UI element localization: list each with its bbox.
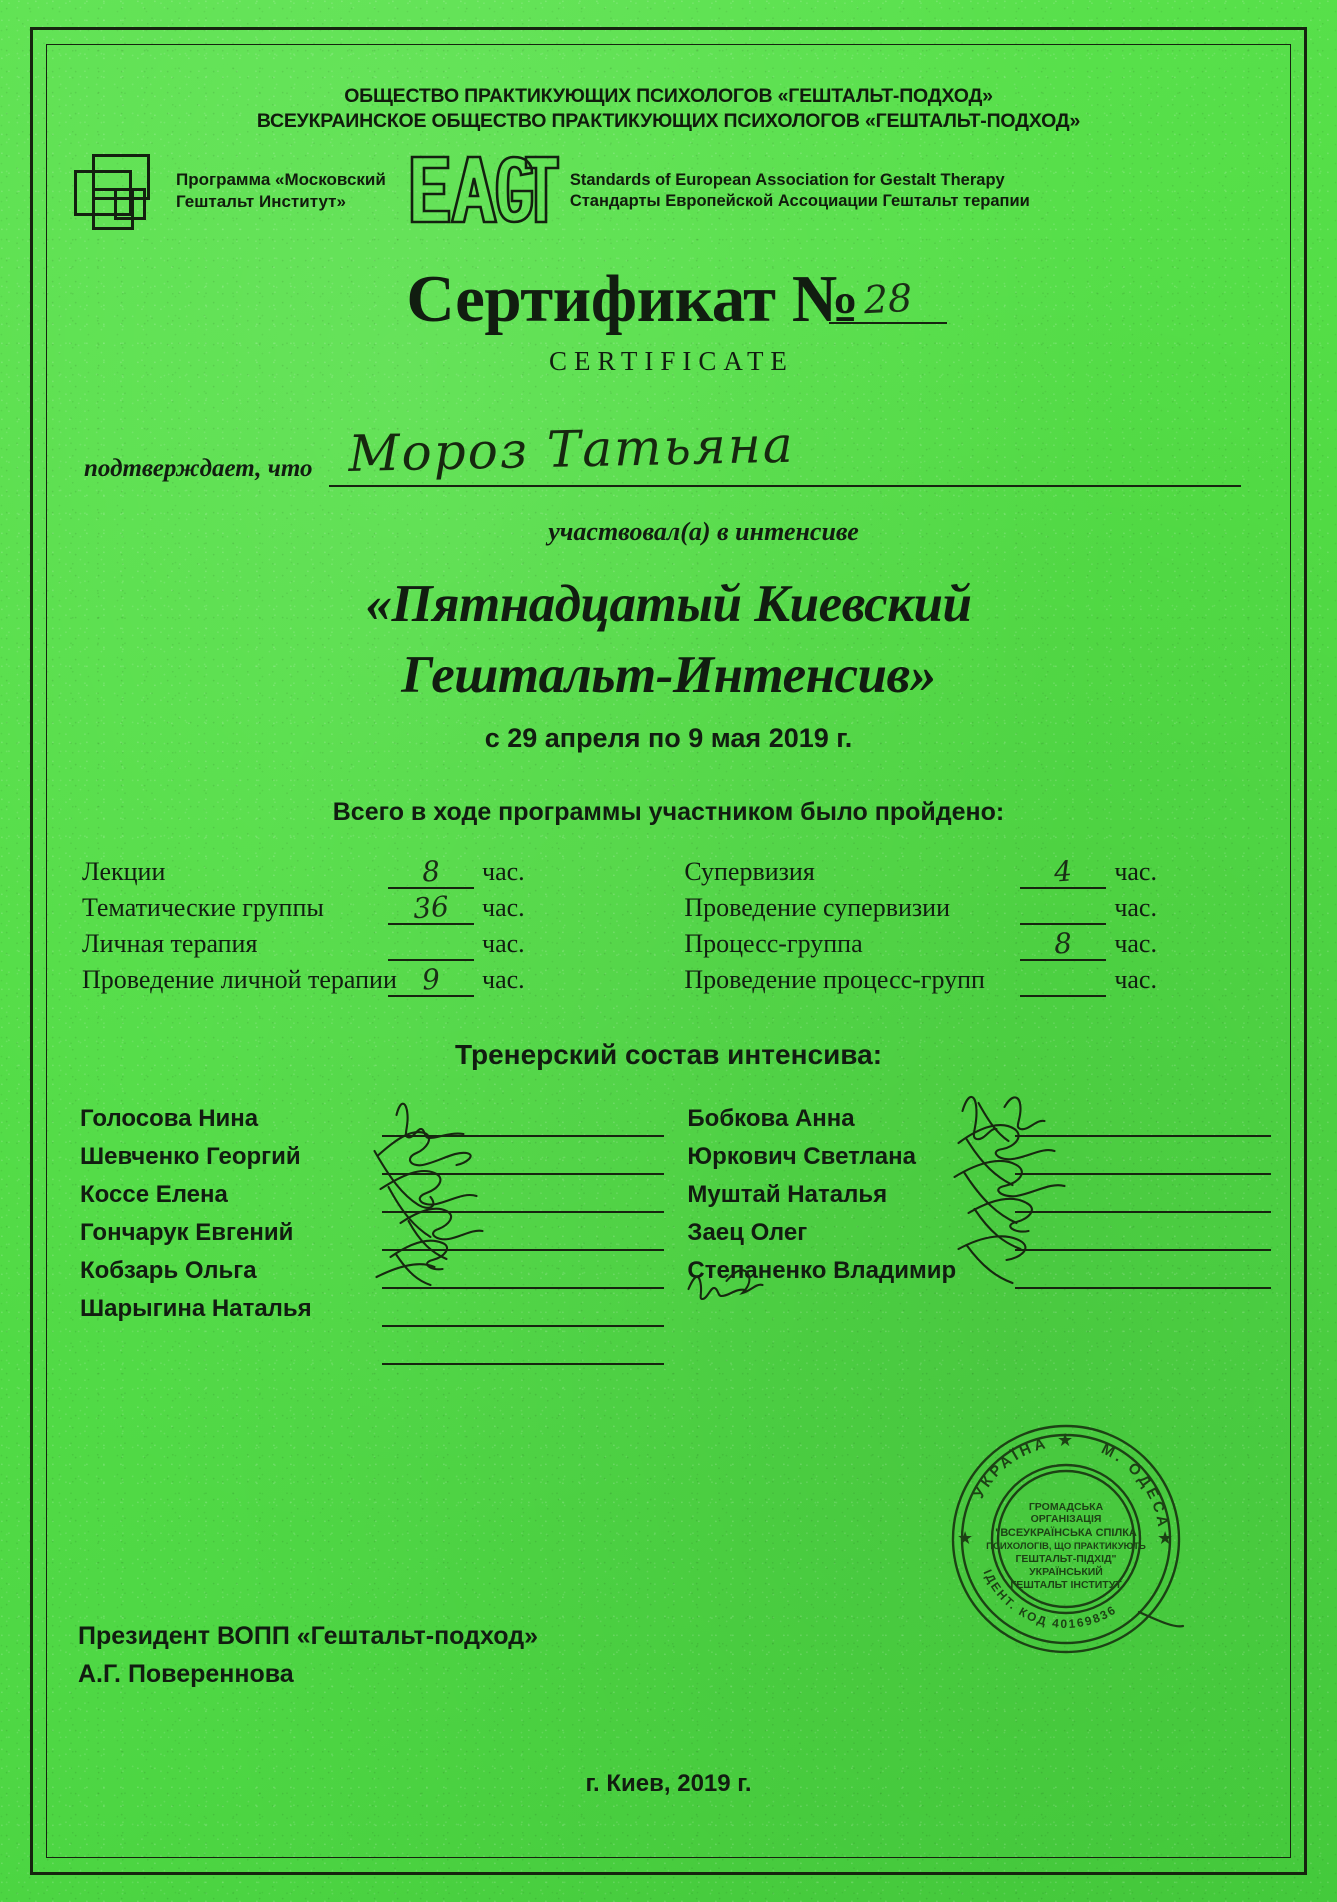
recipient-row xyxy=(60,415,1277,487)
stamp-inner-line-6: УКРАЇНСЬКИЙ xyxy=(1029,1566,1103,1578)
hours-unit: час. xyxy=(482,892,525,922)
trainer-signature-line xyxy=(382,1103,664,1137)
hours-row xyxy=(684,889,1263,925)
trainer-signature-line xyxy=(382,1331,664,1365)
city-year: г. Киев, 2019 г. xyxy=(585,1770,752,1797)
stamp-inner-line-5: ГЕШТАЛЬТ-ПІДХІД" xyxy=(1015,1553,1117,1565)
stamp-inner-line-7: ГЕШТАЛЬТ ІНСТИТУТ xyxy=(1010,1579,1122,1591)
hours-row xyxy=(82,925,661,961)
hours-value xyxy=(388,955,474,961)
hours-unit: час. xyxy=(1114,892,1157,922)
hours-unit: час. xyxy=(1114,928,1157,958)
hours-label: Процесс-группа xyxy=(684,928,863,958)
stamp-inner-line-2: ОРГАНІЗАЦІЯ xyxy=(1030,1513,1102,1525)
hours-unit: час. xyxy=(482,964,525,994)
intensive-title-line-2: Гештальт-Интенсив» xyxy=(401,645,936,704)
hours-label: Проведение личной терапии xyxy=(82,964,397,994)
stamp-inner-line-4: ПСИХОЛОГІВ, ЩО ПРАКТИКУЮТЬ xyxy=(986,1541,1146,1552)
stamp-star-right: ★ xyxy=(1157,1528,1174,1548)
certificate-number-field xyxy=(829,275,947,324)
hours-value-field xyxy=(388,962,474,997)
trainer-row xyxy=(687,1213,1271,1251)
president-block xyxy=(78,1617,538,1695)
trainer-name: Муштай Наталья xyxy=(687,1180,888,1208)
trainer-name: Бобкова Анна xyxy=(687,1104,855,1132)
trainer-name: Голосова Нина xyxy=(80,1104,259,1132)
trainers-list xyxy=(60,1099,1277,1365)
stamp-inner-line-1: ГРОМАДСЬКА xyxy=(1028,1501,1104,1513)
trainer-name: Кобзарь Ольга xyxy=(80,1256,257,1284)
president-line-2: А.Г. Повереннова xyxy=(78,1660,294,1689)
hours-table xyxy=(60,853,1277,997)
trainer-name: Заец Олег xyxy=(687,1218,808,1246)
hours-value-field xyxy=(1020,926,1106,961)
trainer-name: Степаненко Владимир xyxy=(687,1256,957,1284)
trainer-row xyxy=(80,1213,664,1251)
hours-label: Тематические группы xyxy=(82,892,324,922)
logos-row xyxy=(60,151,1277,232)
hours-value: 8 xyxy=(420,854,442,889)
stamp-star-left: ★ xyxy=(957,1528,974,1548)
hours-row xyxy=(684,961,1263,997)
hours-unit: час. xyxy=(482,856,525,886)
organization-line-1: ОБЩЕСТВО ПРАКТИКУЮЩИХ ПСИХОЛОГОВ «ГЕШТАЛЬТ-ПОДХОД» xyxy=(344,85,993,107)
hours-label: Проведение процесс-групп xyxy=(684,964,985,994)
trainer-signature-line xyxy=(382,1255,664,1289)
trainer-name: Гончарук Евгений xyxy=(80,1218,294,1246)
trainer-name: Юркович Светлана xyxy=(687,1142,916,1170)
trainer-row xyxy=(687,1251,1271,1289)
hours-column-left xyxy=(82,853,661,997)
stamp-inner-line-3: "ВСЕУКРАЇНСЬКА СПІЛКА xyxy=(995,1527,1137,1539)
page-title: Сертификат № xyxy=(406,261,859,336)
confirm-label: подтверждает, что xyxy=(84,454,313,482)
eagt-standards-text xyxy=(570,170,1030,213)
organization-header xyxy=(60,84,1277,135)
hours-value xyxy=(1020,919,1106,925)
trainer-name: Коссе Елена xyxy=(80,1180,228,1208)
hours-row xyxy=(684,925,1263,961)
official-round-stamp xyxy=(943,1416,1189,1662)
hours-row xyxy=(82,853,661,889)
hours-value xyxy=(1020,991,1106,997)
intensive-dates: с 29 апреля по 9 мая 2019 г. xyxy=(484,722,853,753)
trainer-row xyxy=(80,1289,664,1327)
trainer-signature-line xyxy=(1015,1179,1271,1213)
trainer-row xyxy=(80,1099,664,1137)
hours-value-field xyxy=(388,889,474,925)
stamp-outer-bottom: М. ОДЕСА xyxy=(1098,1440,1172,1532)
trainer-row xyxy=(80,1175,664,1213)
trainers-column-right xyxy=(687,1099,1271,1365)
stamp-code: ІДЕНТ. КОД 40169836 xyxy=(980,1567,1120,1632)
trainer-signature-line xyxy=(382,1293,664,1327)
certificate-content xyxy=(60,58,1277,1844)
hours-value: 36 xyxy=(412,889,450,925)
recipient-name-value: Мороз Татьяна xyxy=(347,415,795,483)
hours-column-right xyxy=(684,853,1263,997)
trainer-signature-line xyxy=(1015,1141,1271,1175)
hours-value-field xyxy=(1020,965,1106,997)
eagt-logo-icon xyxy=(408,151,560,232)
trainer-row xyxy=(687,1175,1271,1213)
hours-heading: Всего в ходе программы участником было пройдено: xyxy=(332,797,1005,826)
eagt-standards-ru: Стандарты Европейской Ассоциации Гештальт терапии xyxy=(569,192,1030,211)
hours-value-field xyxy=(1020,893,1106,925)
president-line-1: Президент ВОПП «Гештальт-подход» xyxy=(78,1621,538,1650)
trainer-signature-line xyxy=(1015,1103,1271,1137)
intensive-title xyxy=(60,569,1277,711)
hours-value-field xyxy=(1020,854,1106,889)
hours-label: Проведение супервизии xyxy=(684,892,950,922)
mgi-program-line-1: Программа «Московский xyxy=(176,170,386,190)
participated-label: участвовал(а) в интенсиве xyxy=(548,516,859,546)
hours-value: 8 xyxy=(1053,926,1074,961)
hours-unit: час. xyxy=(1114,964,1157,994)
hours-value: 9 xyxy=(420,962,442,997)
intensive-title-line-1: «Пятнадцатый Киевский xyxy=(365,574,972,633)
hours-label: Личная терапия xyxy=(82,928,258,958)
trainer-name: Шарыгина Наталья xyxy=(80,1294,312,1322)
hours-value: 4 xyxy=(1053,854,1074,889)
eagt-standards-en: Standards of European Association for Gestalt Therapy xyxy=(569,170,1005,189)
trainer-signature-line xyxy=(382,1141,664,1175)
trainer-signature-line xyxy=(1015,1217,1271,1251)
certificate-number-value: 28 xyxy=(862,275,913,322)
certificate-number-rule xyxy=(829,322,947,324)
trainer-row xyxy=(80,1251,664,1289)
hours-row xyxy=(82,961,661,997)
mgi-program-line-2: Гештальт Институт» xyxy=(176,192,346,212)
hours-row xyxy=(684,853,1263,889)
organization-line-2: ВСЕУКРАИНСКОЕ ОБЩЕСТВО ПРАКТИКУЮЩИХ ПСИХОЛОГОВ «ГЕШТАЛЬТ-ПОДХОД» xyxy=(256,110,1081,133)
trainer-row xyxy=(687,1137,1271,1175)
hours-value-field xyxy=(388,854,474,889)
certificate-subtitle: CERTIFICATE xyxy=(549,345,794,376)
trainer-row xyxy=(687,1099,1271,1137)
trainer-row-empty xyxy=(80,1327,664,1365)
trainer-name: Шевченко Георгий xyxy=(80,1142,301,1170)
stamp-star-top: ★ xyxy=(1057,1430,1074,1450)
hours-row xyxy=(82,889,661,925)
trainers-heading: Тренерский состав интенсива: xyxy=(454,1038,883,1070)
recipient-name-field xyxy=(329,415,1241,487)
hours-unit: час. xyxy=(1114,856,1157,886)
hours-label: Лекции xyxy=(82,856,166,886)
trainer-signature-line xyxy=(382,1217,664,1251)
trainer-row xyxy=(80,1137,664,1175)
hours-value-field xyxy=(388,929,474,961)
trainers-column-left xyxy=(80,1099,664,1365)
trainer-name-empty xyxy=(80,1361,374,1365)
trainer-signature-line xyxy=(1015,1255,1271,1289)
mgi-program-text xyxy=(176,169,386,213)
mgi-squares-logo-icon xyxy=(74,154,166,228)
trainer-signature-line xyxy=(382,1179,664,1213)
hours-unit: час. xyxy=(482,928,525,958)
hours-label: Супервизия xyxy=(684,856,815,886)
stamp-outer-top: УКРАЇНА xyxy=(970,1434,1051,1502)
certificate-title-row xyxy=(60,261,1277,342)
